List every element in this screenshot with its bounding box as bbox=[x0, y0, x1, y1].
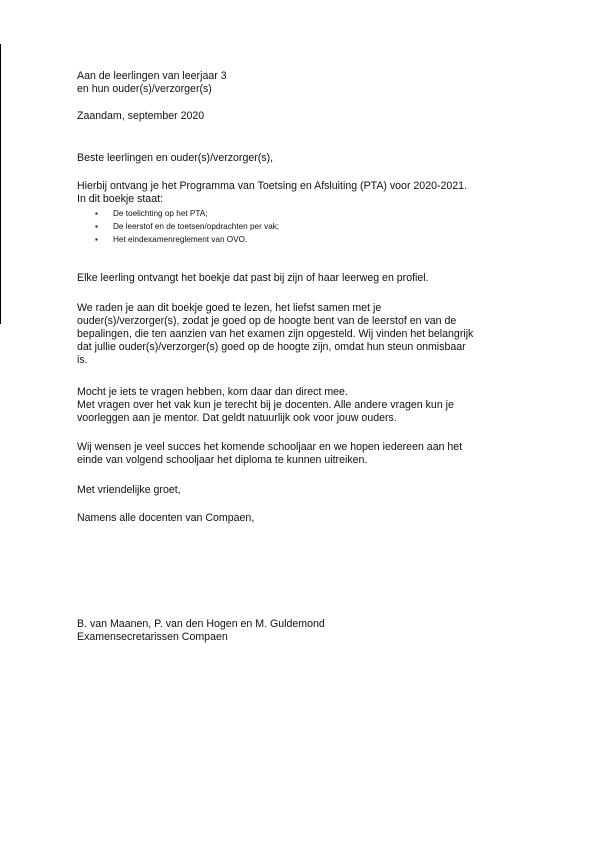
intro-line-2: In dit boekje staat: bbox=[77, 193, 163, 205]
paragraph-line: Elke leerling ontvangt het boekje dat past bij zijn of haar leerweg en profiel. bbox=[77, 272, 429, 284]
contents-bullet-list bbox=[95, 207, 279, 246]
signatory-names: B. van Maanen, P. van den Hogen en M. Guldemond bbox=[77, 618, 325, 630]
paragraph-line: is. bbox=[77, 354, 88, 366]
paragraph-line: voorleggen aan je mentor. Dat geldt natuurlijk ook voor jouw ouders. bbox=[77, 412, 397, 424]
paragraph-line: dat jullie ouder(s)/verzorger(s) goed op de hoogte zijn, omdat hun steun onmisbaar bbox=[77, 341, 466, 353]
sender-line: Namens alle docenten van Compaen, bbox=[77, 512, 255, 524]
intro-paragraph bbox=[77, 180, 467, 206]
addressee-line-1: Aan de leerlingen van leerjaar 3 bbox=[77, 70, 227, 82]
signatory-role: Examensecretarissen Compaen bbox=[77, 631, 228, 643]
list-item-text: De toelichting op het PTA; bbox=[113, 209, 208, 218]
paragraph-line: We raden je aan dit boekje goed te lezen, het liefst samen met je bbox=[77, 302, 382, 314]
addressee-block bbox=[77, 70, 227, 96]
closing: Met vriendelijke groet, bbox=[77, 484, 181, 496]
list-item-text: Het eindexamenreglement van OVO. bbox=[113, 235, 248, 244]
list-item bbox=[95, 207, 279, 220]
paragraph-line: einde van volgend schooljaar het diploma te kunnen uitreiken. bbox=[77, 454, 368, 466]
list-item bbox=[95, 220, 279, 233]
paragraph-line: Mocht je iets te vragen hebben, kom daar dan direct mee. bbox=[77, 386, 348, 398]
paragraph-line: Met vragen over het vak kun je terecht bij je docenten. Alle andere vragen kun je bbox=[77, 399, 454, 411]
wishes-paragraph bbox=[77, 441, 462, 467]
bullet-icon: ▪ bbox=[95, 222, 98, 231]
intro-line-1: Hierbij ontvang je het Programma van Toetsing en Afsluiting (PTA) voor 2020-2021. bbox=[77, 180, 468, 192]
paragraph-line: ouder(s)/verzorger(s), zodat je goed op de hoogte bent van de leerstof en van de bbox=[77, 315, 457, 327]
paragraph-line: bepalingen, die ten aanzien van het examen zijn opgesteld. Wij vinden het belangrijk bbox=[77, 328, 474, 340]
place-date: Zaandam, september 2020 bbox=[77, 110, 205, 122]
profile-paragraph bbox=[77, 272, 429, 285]
list-item bbox=[95, 233, 279, 246]
addressee-line-2: en hun ouder(s)/verzorger(s) bbox=[77, 83, 212, 95]
bullet-icon: ▪ bbox=[95, 209, 98, 218]
bullet-icon: ▪ bbox=[95, 235, 98, 244]
signatories-block bbox=[77, 618, 325, 644]
salutation: Beste leerlingen en ouder(s)/verzorger(s), bbox=[77, 152, 274, 164]
paragraph-line: Wij wensen je veel succes het komende schooljaar en we hopen iedereen aan het bbox=[77, 441, 463, 453]
list-item-text: De leerstof en de toetsen/opdrachten per vak; bbox=[113, 222, 280, 231]
read-booklet-paragraph bbox=[77, 302, 473, 367]
left-margin-rule bbox=[0, 44, 1, 324]
questions-paragraph bbox=[77, 386, 454, 425]
